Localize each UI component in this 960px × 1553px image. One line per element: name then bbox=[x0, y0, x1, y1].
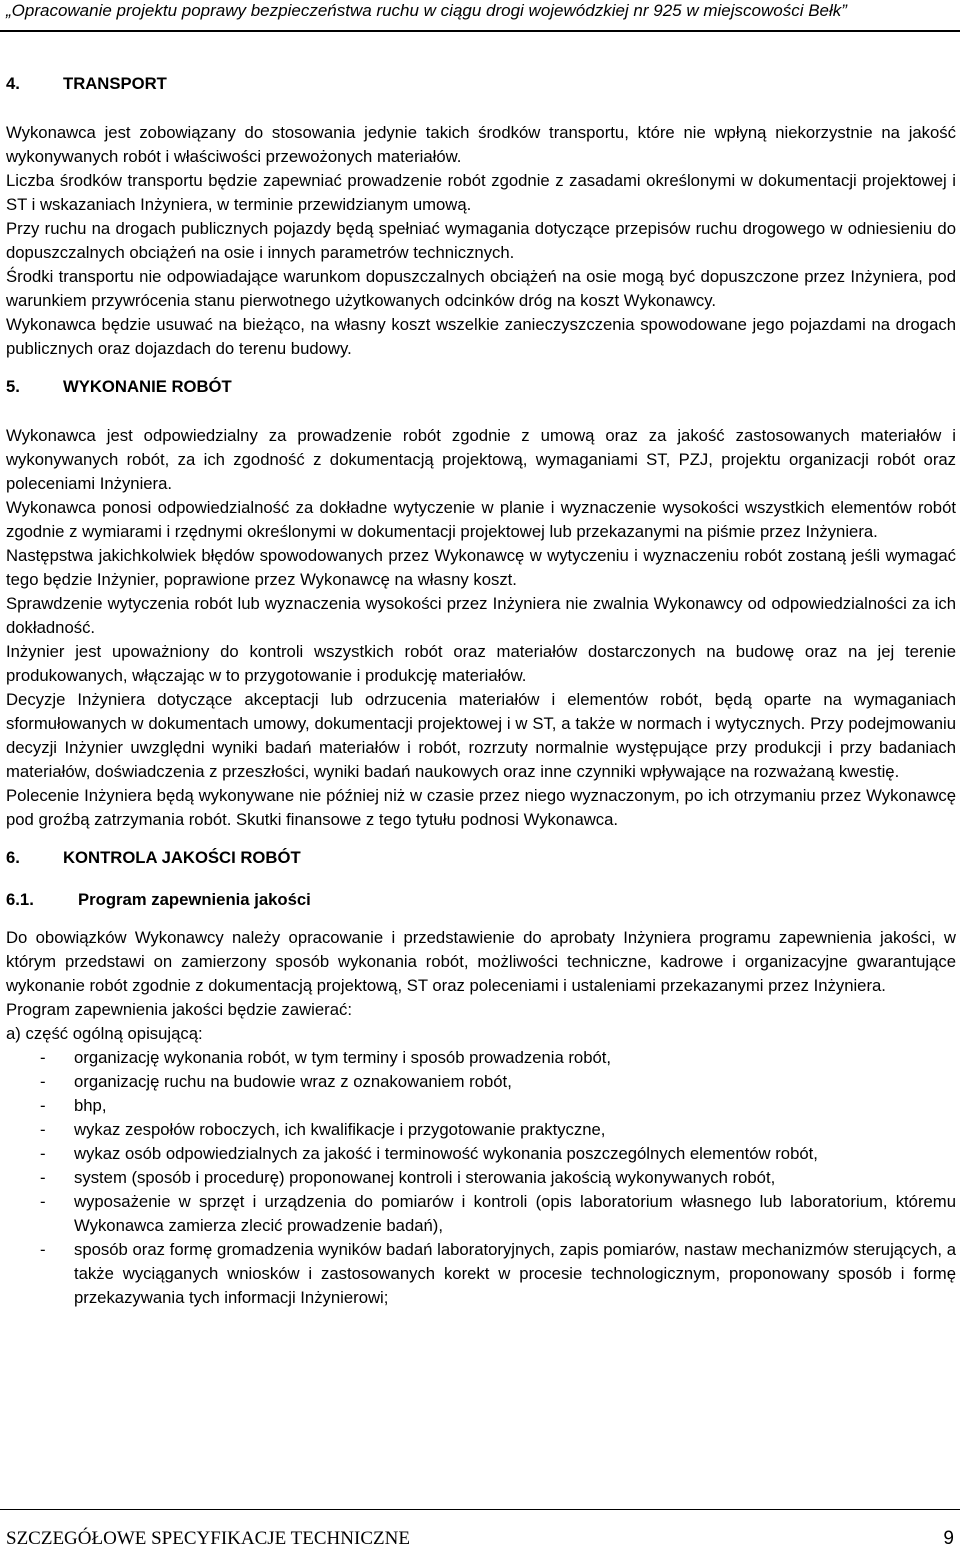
list-item-text: organizację ruchu na budowie wraz z oznakowaniem robót, bbox=[74, 1072, 512, 1091]
list-item bbox=[40, 1046, 956, 1070]
s5-paragraph: Polecenie Inżyniera będą wykonywane nie później niż w czasie przez niego wyznaczonym, po ich otrzymaniu przez Wykonawcę pod groźbą zatrzymania robót. Skutki finansowe z tego tytułu podnosi Wykonawca. bbox=[6, 786, 956, 829]
list-dash: - bbox=[40, 1240, 46, 1259]
list-item-text: wykaz osób odpowiedzialnych za jakość i terminowość wykonania poszczególnych elementów robót, bbox=[74, 1144, 818, 1163]
list-dash: - bbox=[40, 1048, 46, 1067]
section-6-1-number: 6.1. bbox=[6, 890, 34, 909]
list-item-text: organizację wykonania robót, w tym terminy i sposób prowadzenia robót, bbox=[74, 1048, 612, 1067]
section-5-heading bbox=[6, 375, 956, 399]
s5-paragraph: Następstwa jakichkolwiek błędów spowodowanych przez Wykonawcę w wytyczeniu i wyznaczeniu robót zostaną jeśli wymagać tego będzie Inżynier, poprawione przez Wykonawcę na własny koszt. bbox=[6, 546, 956, 589]
list-dash: - bbox=[40, 1144, 46, 1163]
page-number: 9 bbox=[943, 1528, 954, 1549]
s5-paragraph: Sprawdzenie wytyczenia robót lub wyznaczenia wysokości przez Inżyniera nie zwalnia Wykonawcy od odpowiedzialności za ich dokładność. bbox=[6, 594, 956, 637]
list-item-text: system (sposób i procedurę) proponowanej kontroli i sterowania jakością wykonywanych robót, bbox=[74, 1168, 776, 1187]
s61-paragraph: Program zapewnienia jakości będzie zawierać: bbox=[6, 1000, 352, 1019]
list-item-text: wykaz zespołów roboczych, ich kwalifikacje i przygotowanie praktyczne, bbox=[74, 1120, 606, 1139]
section-5-number: 5. bbox=[6, 377, 20, 396]
header-rule bbox=[0, 30, 960, 32]
list-item-text: wyposażenie w sprzęt i urządzenia do pomiarów i kontroli (opis laboratorium własnego lub laboratorium, któremu Wykonawca zamierza zlecić prowadzenie badań), bbox=[74, 1192, 956, 1235]
list-item bbox=[40, 1070, 956, 1094]
s4-paragraph: Wykonawca jest zobowiązany do stosowania jedynie takich środków transportu, które nie wpłyną niekorzystnie na jakość wykonywanych robót i właściwości przewożonych materiałów. bbox=[6, 123, 956, 166]
list-dash: - bbox=[40, 1168, 46, 1187]
program-contents-list bbox=[6, 1046, 956, 1310]
list-dash: - bbox=[40, 1192, 46, 1211]
page-content bbox=[6, 72, 956, 1310]
s4-paragraph: Przy ruchu na drogach publicznych pojazdy będą spełniać wymagania dotyczące przepisów ruchu drogowego w odniesieniu do dopuszczalnych obciążeń na osie i innych parametrów technicznych. bbox=[6, 219, 956, 262]
list-item bbox=[40, 1142, 956, 1166]
s4-paragraph: Środki transportu nie odpowiadające warunkom dopuszczalnych obciążeń na osie mogą być dopuszczone przez Inżyniera, pod warunkiem przywrócenia stanu pierwotnego użytkowanych odcinków dróg na koszt Wykonawcy. bbox=[6, 267, 956, 310]
s5-paragraph: Wykonawca ponosi odpowiedzialność za dokładne wytyczenie w planie i wyznaczenie wysokości wszystkich elementów robót zgodnie z wymiarami i rzędnymi określonymi w dokumentacji projektowej lub przekazanymi na piśmie przez Inżyniera. bbox=[6, 498, 956, 541]
section-6-heading bbox=[6, 846, 956, 870]
section-4-heading bbox=[6, 72, 956, 96]
s5-paragraph: Inżynier jest upoważniony do kontroli wszystkich robót oraz materiałów dostarczonych na budowę oraz na jej terenie produkowanych, włączając w to przygotowanie i produkcję materiałów. bbox=[6, 642, 956, 685]
s5-paragraph: Wykonawca jest odpowiedzialny za prowadzenie robót zgodnie z umową oraz za jakość zastosowanych materiałów i wykonywanych robót, za ich zgodność z dokumentacją projektową, wymaganiami ST, PZJ, projektu organizacji robót oraz poleceniami Inżyniera. bbox=[6, 426, 956, 493]
section-6-title: KONTROLA JAKOŚCI ROBÓT bbox=[63, 848, 301, 867]
footer-document-title: SZCZEGÓŁOWE SPECYFIKACJE TECHNICZNE bbox=[6, 1528, 410, 1549]
list-item bbox=[40, 1118, 956, 1142]
section-5-title: WYKONANIE ROBÓT bbox=[63, 377, 232, 396]
s4-paragraph: Liczba środków transportu będzie zapewniać prowadzenie robót zgodnie z zasadami określonymi w dokumentacji projektowej i ST i wskazaniach Inżyniera, w terminie przewidzianym umową. bbox=[6, 171, 956, 214]
s61-paragraph: Do obowiązków Wykonawcy należy opracowanie i przedstawienie do aprobaty Inżyniera programu zapewnienia jakości, w którym przedstawi on zamierzony sposób wykonania robót, możliwości techniczne, kadrowe i organizacyjne gwarantujące wykonanie robót zgodnie z dokumentacją projektową, ST oraz poleceniami i ustaleniami przekazanymi przez Inżyniera. bbox=[6, 928, 956, 995]
section-6-1-heading bbox=[6, 888, 956, 912]
section-6-number: 6. bbox=[6, 848, 20, 867]
list-dash: - bbox=[40, 1072, 46, 1091]
list-item bbox=[40, 1094, 956, 1118]
list-item-text: bhp, bbox=[74, 1096, 107, 1115]
list-item-text: sposób oraz formę gromadzenia wyników badań laboratoryjnych, zapis pomiarów, nastaw mechanizmów sterujących, a także wyciąganych wniosków i zastosowanych korekt w procesie technologicznym, proponowany sposób i formę przekazywania tych informacji Inżynierowi; bbox=[74, 1240, 956, 1307]
document-page bbox=[6, 0, 956, 1553]
section-6-1-title: Program zapewnienia jakości bbox=[78, 890, 311, 909]
page-header: „Opracowanie projektu poprawy bezpieczeństwa ruchu w ciągu drogi wojewódzkiej nr 925 w miejscowości Bełk” bbox=[6, 1, 847, 20]
list-item bbox=[40, 1190, 956, 1238]
s4-paragraph: Wykonawca będzie usuwać na bieżąco, na własny koszt wszelkie zanieczyszczenia spowodowane jego pojazdami na drogach publicznych oraz dojazdach do terenu budowy. bbox=[6, 315, 956, 358]
footer-rule bbox=[0, 1509, 960, 1510]
s5-paragraph: Decyzje Inżyniera dotyczące akceptacji lub odrzucenia materiałów i elementów robót, będą oparte na wymaganiach sformułowanych w dokumentach umowy, dokumentacji projektowej i w ST, a także w normach i wytycznych. Przy podejmowaniu decyzji Inżynier uwzględni wyniki badań materiałów i robót, rozrzuty normalnie występujące przy produkcji i przy badaniach materiałów, doświadczenia z przeszłości, wyniki badań naukowych oraz inne czynniki wpływające na rozważaną kwestię. bbox=[6, 690, 956, 781]
list-dash: - bbox=[40, 1120, 46, 1139]
list-item bbox=[40, 1166, 956, 1190]
list-item bbox=[40, 1238, 956, 1310]
section-4-number: 4. bbox=[6, 74, 20, 93]
s61-paragraph: a) część ogólną opisującą: bbox=[6, 1024, 203, 1043]
list-dash: - bbox=[40, 1096, 46, 1115]
section-4-title: TRANSPORT bbox=[63, 74, 167, 93]
